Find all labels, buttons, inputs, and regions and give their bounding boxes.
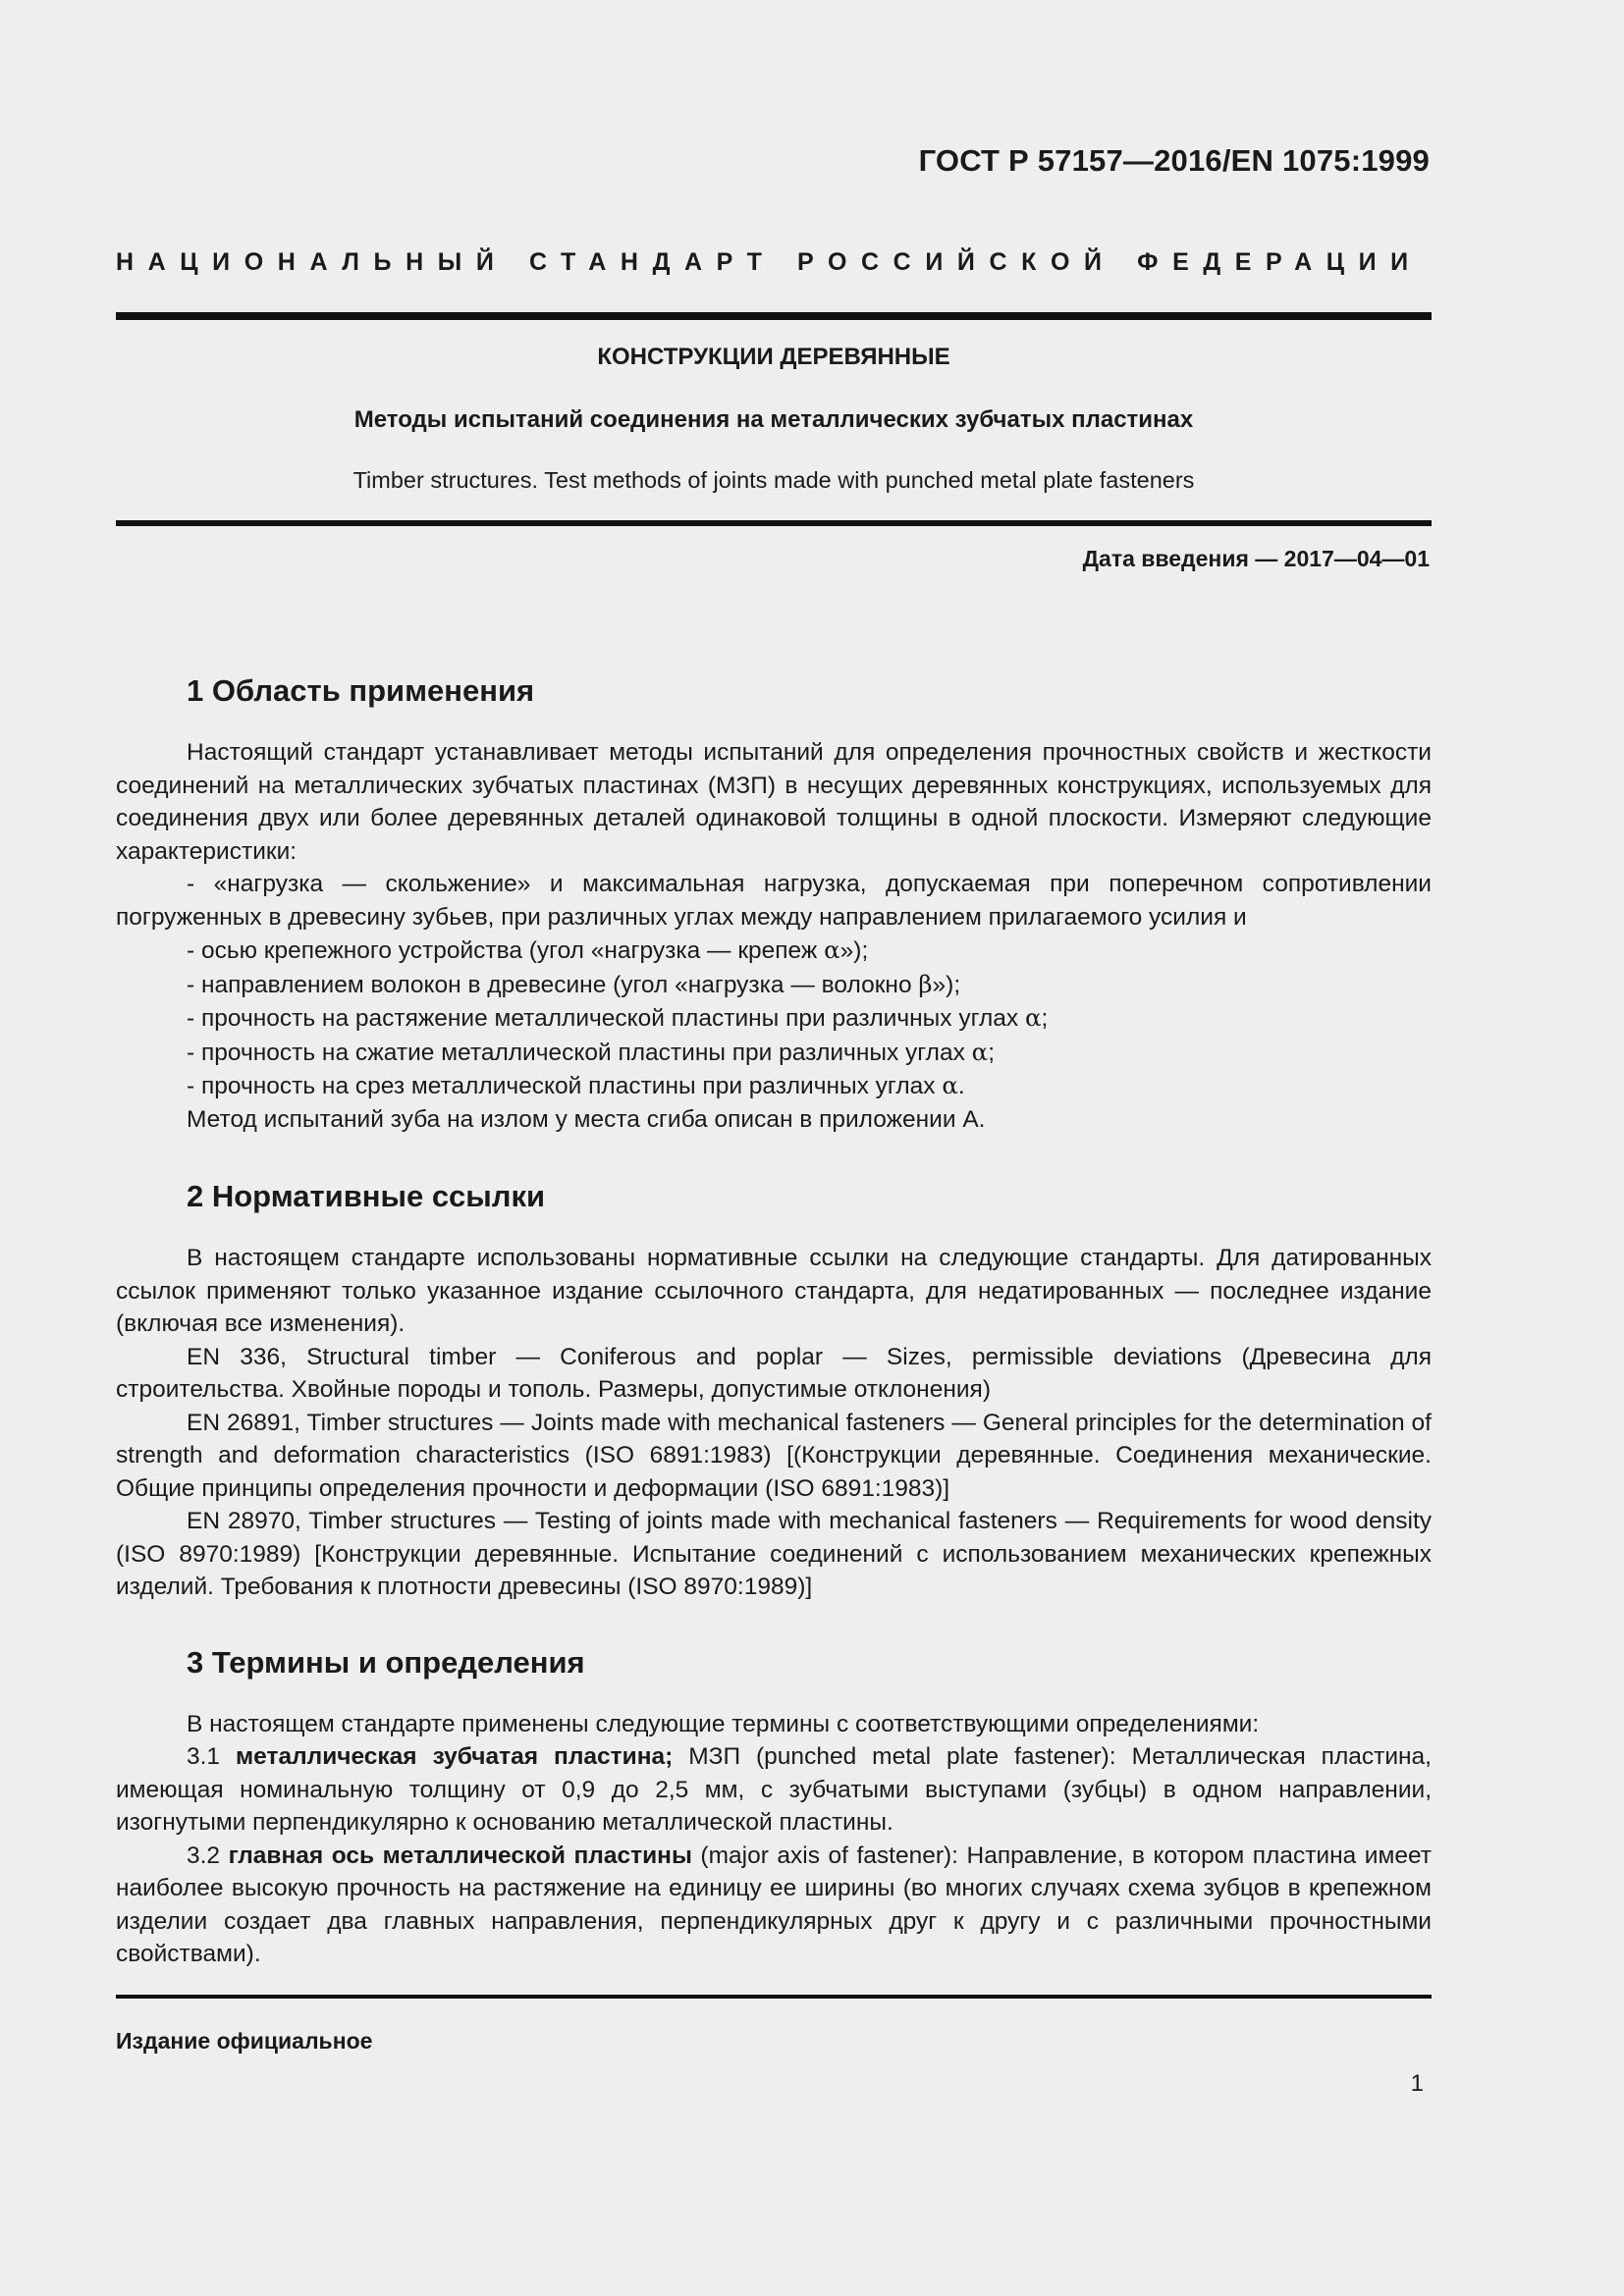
definition-item (116, 1740, 1432, 1840)
footer-divider (116, 1995, 1432, 1999)
definition-item (116, 1840, 1432, 1971)
paragraph: Настоящий стандарт устанавливает методы испытаний для определения прочностных свойств и жесткости соединений на металлических зубчатых пластинах (МЗП) в несущих деревянных конструкциях, используемых для соединения двух или более деревянных деталей одинаковой толщины в одной плоскости. Измеряют следующие характеристики: (116, 739, 1432, 865)
list-item (116, 1069, 1432, 1103)
reference-item: EN 28970, Timber structures — Testing of joints made with mechanical fasteners — Requirements for wood density (ISO 8970:1989) [Конструкции деревянные. Испытание соединений с использованием механических крепежных изделий. Требования к плотности древесины (ISO 8970:1989)] (116, 1508, 1432, 1600)
list-item (116, 1001, 1432, 1036)
introduction-date: Дата введения — 2017—04—01 (1082, 546, 1430, 571)
document-subtitle: Методы испытаний соединения на металлических зубчатых пластинах (353, 406, 1194, 433)
list-item-text: . (957, 1073, 965, 1099)
paragraph: В настоящем стандарте применены следующие термины с соответствующими определениями: (187, 1710, 1260, 1737)
definition-number: 3.2 (187, 1842, 229, 1869)
list-item-text: - осью крепежного устройства (угол «нагрузка — крепеж (187, 937, 825, 964)
alpha-symbol: α (1024, 1003, 1042, 1032)
beta-symbol: β (918, 969, 933, 998)
list-item-text: »); (932, 971, 961, 998)
list-item-text: - прочность на сжатие металлической пластины при различных углах (187, 1039, 972, 1066)
official-edition-label: Издание официальное (116, 2028, 373, 2054)
list-item-text: »); (839, 937, 869, 964)
english-title: Timber structures. Test methods of joints made with punched metal plate fasteners (352, 467, 1195, 493)
reference-item: EN 26891, Timber structures — Joints made with mechanical fasteners — General principles for the determination of strength and deformation characteristics (ISO 6891:1983) [(Конструкции деревянные. Соединения механические. Общие принципы определения прочности и деформации (ISO 6891:1983)] (116, 1409, 1432, 1502)
paragraph: Метод испытаний зуба на излом у места сгиба описан в приложении А. (187, 1105, 986, 1133)
alpha-symbol: α (942, 1071, 958, 1099)
alpha-symbol: α (971, 1037, 989, 1066)
section-normative-references (116, 1173, 1432, 1604)
section-scope (116, 667, 1432, 1136)
list-item-text: ; (1041, 1005, 1049, 1032)
national-standard-banner: НАЦИОНАЛЬНЫЙ СТАНДАРТ РОССИЙСКОЙ ФЕДЕРАЦИИ (116, 248, 1423, 276)
list-item-text: - прочность на срез металлической пластины при различных углах (187, 1073, 943, 1099)
section-heading: 3 Термины и определения (187, 1644, 585, 1680)
document-code: ГОСТ Р 57157—2016/EN 1075:1999 (918, 143, 1430, 178)
list-item (116, 1036, 1432, 1070)
paragraph: В настоящем стандарте использованы нормативные ссылки на следующие стандарты. Для датированных ссылок применяют только указанное издание ссылочного стандарта, для недатированных — последнее издание (включая все изменения). (116, 1245, 1432, 1337)
document-title: КОНСТРУКЦИИ ДЕРЕВЯННЫЕ (597, 344, 950, 370)
title-divider (116, 520, 1432, 526)
list-item-text: ; (988, 1039, 996, 1066)
list-item (116, 934, 1432, 968)
definition-text: МЗП (punched metal plate fastener): Металлическая пластина, имеющая номинальную толщину от 0,9 до 2,5 мм, с зубчатыми выступами (зубцы) в одном направлении, изогнутыми перпендикулярно к основанию металлической пластины. (116, 1743, 1432, 1836)
section-heading: 1 Область применения (187, 673, 535, 708)
list-item-text: - прочность на растяжение металлической пластины при различных углах (187, 1005, 1025, 1032)
reference-item: EN 336, Structural timber — Coniferous and poplar — Sizes, permissible deviations (Древесина для строительства. Хвойные породы и тополь. Размеры, допустимые отклонения) (116, 1343, 1432, 1403)
alpha-symbol: α (824, 935, 840, 964)
page-number: 1 (1410, 2070, 1424, 2097)
definition-term: главная ось металлической пластины (228, 1842, 692, 1869)
section-heading: 2 Нормативные ссылки (187, 1179, 546, 1213)
list-item: - «нагрузка — скольжение» и максимальная нагрузка, допускаемая при поперечном сопротивлении погруженных в древесину зубьев, при различных углах между направлением прилагаемого усилия и (116, 871, 1432, 931)
definition-text: (major axis of fastener): Направление, в котором пластина имеет наиболее высокую прочность на растяжение на единицу ее ширины (во многих случаях схема зубцов в крепежном изделии создает два главных направления, перпендикулярных друг к другу и с различными прочностными свойствами). (116, 1842, 1432, 1967)
top-divider (116, 312, 1432, 320)
section-terms-definitions (116, 1639, 1432, 1971)
definition-term: металлическая зубчатая пластина; (236, 1743, 674, 1770)
document-body (116, 667, 1432, 1971)
list-item-text: - направлением волокон в древесине (угол «нагрузка — волокно (187, 971, 919, 998)
list-item (116, 968, 1432, 1002)
definition-number: 3.1 (187, 1743, 237, 1770)
